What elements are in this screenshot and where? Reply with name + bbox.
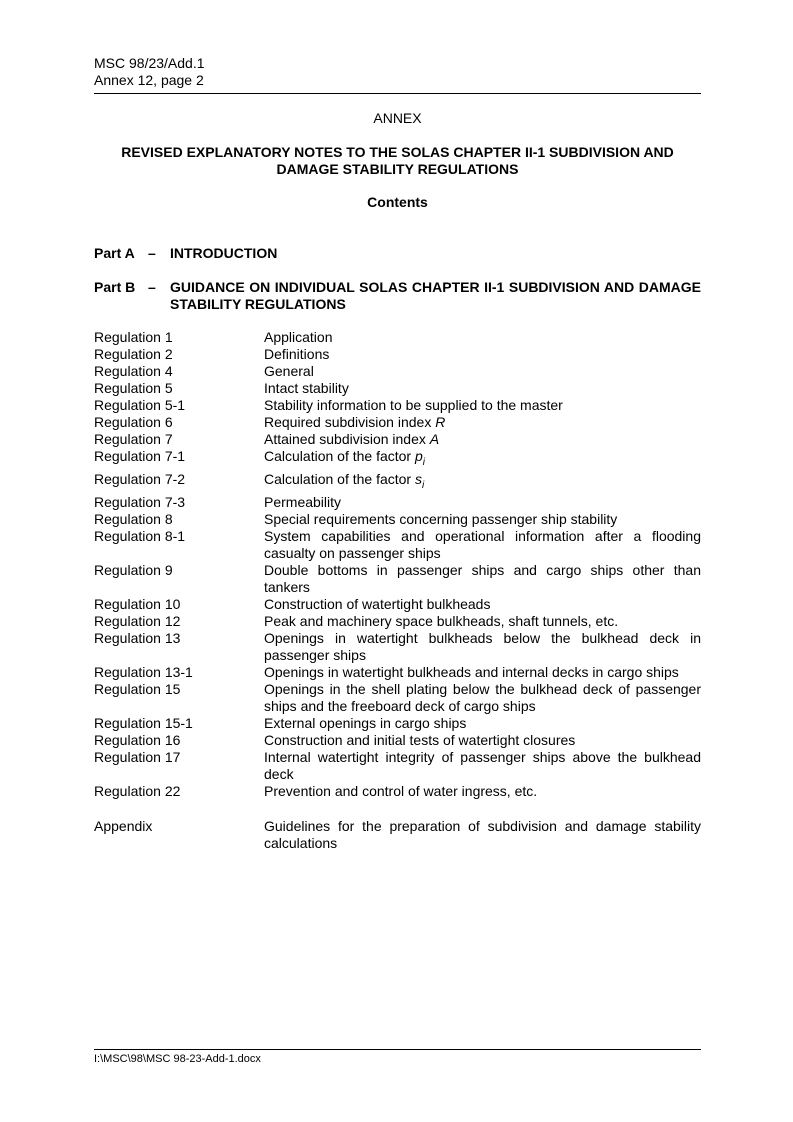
footer-rule bbox=[94, 1049, 701, 1050]
regulation-title bbox=[264, 783, 701, 800]
regulation-title-text: System capabilities and operational information after a flooding casualty on passenger ships bbox=[264, 527, 701, 561]
regulation-label: Regulation 12 bbox=[94, 612, 181, 629]
regulation-row bbox=[94, 596, 701, 613]
regulation-row bbox=[94, 414, 701, 431]
regulation-title bbox=[264, 448, 701, 471]
header-page-reference: Annex 12, page 2 bbox=[94, 72, 204, 88]
regulation-title bbox=[264, 431, 701, 448]
regulation-symbol: R bbox=[435, 414, 446, 430]
regulation-row bbox=[94, 783, 701, 800]
regulation-row bbox=[94, 528, 701, 562]
regulation-title-text: Construction and initial tests of watertight closures bbox=[264, 731, 576, 748]
regulation-label: Regulation 1 bbox=[94, 329, 173, 345]
regulation-label: Regulation 9 bbox=[94, 561, 173, 578]
regulation-label: Regulation 22 bbox=[94, 782, 181, 799]
regulation-title bbox=[264, 471, 701, 494]
regulation-title-text: Calculation of the factor bbox=[264, 470, 415, 487]
regulation-title-text: Intact stability bbox=[264, 380, 349, 396]
regulation-row bbox=[94, 346, 701, 363]
regulation-title bbox=[264, 528, 701, 562]
regulation-title-text: General bbox=[264, 363, 314, 379]
regulation-title bbox=[264, 749, 701, 783]
regulation-label: Regulation 5 bbox=[94, 380, 173, 396]
regulation-title-text: Internal watertight integrity of passenger ships above the bulkhead deck bbox=[264, 748, 701, 782]
regulation-title-text: Required subdivision index bbox=[264, 414, 436, 430]
part-a bbox=[94, 245, 701, 262]
contents-heading: Contents bbox=[367, 194, 428, 210]
regulation-symbol: A bbox=[429, 431, 440, 447]
regulation-title-text: Openings in watertight bulkheads and internal decks in cargo ships bbox=[264, 663, 679, 680]
regulation-row bbox=[94, 363, 701, 380]
appendix-title: Guidelines for the preparation of subdivision and damage stability calculations bbox=[264, 818, 701, 851]
regulation-title-text: Calculation of the factor bbox=[264, 448, 415, 464]
regulation-title bbox=[264, 613, 701, 630]
regulation-title bbox=[264, 397, 701, 414]
regulation-row bbox=[94, 494, 701, 511]
regulation-title-text: Definitions bbox=[264, 346, 330, 362]
regulation-label: Regulation 4 bbox=[94, 363, 173, 379]
regulation-symbol-subscript: i bbox=[421, 479, 425, 491]
regulation-row bbox=[94, 431, 701, 448]
regulation-row bbox=[94, 397, 701, 414]
regulation-title-text: Openings in watertight bulkheads below the bulkhead deck in passenger ships bbox=[264, 629, 701, 663]
regulation-row bbox=[94, 471, 701, 494]
part-a-label: Part A bbox=[94, 245, 135, 261]
regulation-title bbox=[264, 363, 701, 380]
regulation-title bbox=[264, 511, 701, 528]
regulation-label: Regulation 6 bbox=[94, 414, 173, 430]
title-line-1: REVISED EXPLANATORY NOTES TO THE SOLAS CHAPTER II-1 SUBDIVISION AND bbox=[121, 144, 674, 160]
regulation-row bbox=[94, 562, 701, 596]
regulation-title bbox=[264, 380, 701, 397]
regulation-title-text: Prevention and control of water ingress, etc. bbox=[264, 782, 538, 799]
regulation-label: Regulation 16 bbox=[94, 731, 181, 748]
regulation-title-text: External openings in cargo ships bbox=[264, 714, 467, 731]
regulation-title bbox=[264, 494, 701, 511]
regulation-title-text: Application bbox=[264, 329, 333, 345]
regulation-title bbox=[264, 414, 701, 431]
regulation-row bbox=[94, 329, 701, 346]
regulation-symbol: s bbox=[414, 470, 422, 487]
regulation-title bbox=[264, 346, 701, 363]
regulation-label: Regulation 7 bbox=[94, 431, 173, 447]
regulation-title-text: Peak and machinery space bulkheads, shaft tunnels, etc. bbox=[264, 612, 619, 629]
page-header bbox=[94, 55, 701, 89]
appendix-row bbox=[94, 818, 701, 852]
regulation-symbol-subscript: i bbox=[422, 456, 426, 468]
regulation-label: Regulation 13-1 bbox=[94, 663, 193, 680]
regulation-row bbox=[94, 732, 701, 749]
part-a-dash: – bbox=[148, 245, 156, 261]
regulation-label: Regulation 10 bbox=[94, 595, 181, 612]
regulation-row bbox=[94, 681, 701, 715]
regulation-label: Regulation 5-1 bbox=[94, 397, 186, 413]
regulation-title-text: Construction of watertight bulkheads bbox=[264, 595, 491, 612]
regulation-title bbox=[264, 562, 701, 596]
annex-label: ANNEX bbox=[373, 110, 422, 126]
regulation-title bbox=[264, 664, 701, 681]
regulation-row bbox=[94, 630, 701, 664]
footer-file-path: I:\MSC\98\MSC 98-23-Add-1.docx bbox=[94, 1053, 261, 1065]
regulation-label: Regulation 8-1 bbox=[94, 527, 186, 544]
part-b bbox=[94, 279, 701, 313]
regulation-row bbox=[94, 511, 701, 528]
regulation-title-text: Permeability bbox=[264, 493, 342, 510]
regulation-row bbox=[94, 715, 701, 732]
regulation-label: Regulation 8 bbox=[94, 510, 173, 527]
regulation-title bbox=[264, 732, 701, 749]
part-b-text: GUIDANCE ON INDIVIDUAL SOLAS CHAPTER II-1 SUBDIVISION AND DAMAGE STABILITY REGULATIONS bbox=[170, 279, 701, 312]
regulation-row bbox=[94, 664, 701, 681]
regulation-label: Regulation 7-2 bbox=[94, 470, 186, 487]
regulation-label: Regulation 15 bbox=[94, 680, 181, 697]
regulation-label: Regulation 7-3 bbox=[94, 493, 186, 510]
regulations-list bbox=[94, 329, 701, 800]
part-b-dash: – bbox=[148, 279, 156, 295]
appendix-label: Appendix bbox=[94, 818, 153, 834]
header-rule bbox=[94, 93, 701, 94]
document-title bbox=[94, 144, 701, 178]
regulation-title-text: Stability information to be supplied to the master bbox=[264, 397, 563, 413]
regulation-title bbox=[264, 630, 701, 664]
regulation-title-text: Openings in the shell plating below the bulkhead deck of passenger ships and the freeboard deck of cargo ships bbox=[264, 680, 701, 714]
regulation-row bbox=[94, 749, 701, 783]
part-a-text: INTRODUCTION bbox=[170, 245, 278, 261]
regulation-row bbox=[94, 380, 701, 397]
part-b-label: Part B bbox=[94, 279, 136, 295]
regulation-row bbox=[94, 613, 701, 630]
regulation-title bbox=[264, 596, 701, 613]
regulation-label: Regulation 17 bbox=[94, 748, 181, 765]
regulation-label: Regulation 13 bbox=[94, 629, 181, 646]
regulation-title-text: Attained subdivision index bbox=[264, 431, 430, 447]
title-line-2: DAMAGE STABILITY REGULATIONS bbox=[276, 161, 519, 177]
regulation-title-text: Special requirements concerning passenger ship stability bbox=[264, 510, 618, 527]
regulation-row bbox=[94, 448, 701, 471]
regulation-symbol: p bbox=[414, 448, 423, 464]
regulation-title bbox=[264, 715, 701, 732]
regulation-title bbox=[264, 329, 701, 346]
regulation-title-text: Double bottoms in passenger ships and cargo ships other than tankers bbox=[264, 561, 701, 595]
header-document-number: MSC 98/23/Add.1 bbox=[94, 55, 205, 71]
regulation-label: Regulation 15-1 bbox=[94, 714, 193, 731]
regulation-label: Regulation 2 bbox=[94, 346, 173, 362]
regulation-label: Regulation 7-1 bbox=[94, 448, 186, 464]
regulation-title bbox=[264, 681, 701, 715]
